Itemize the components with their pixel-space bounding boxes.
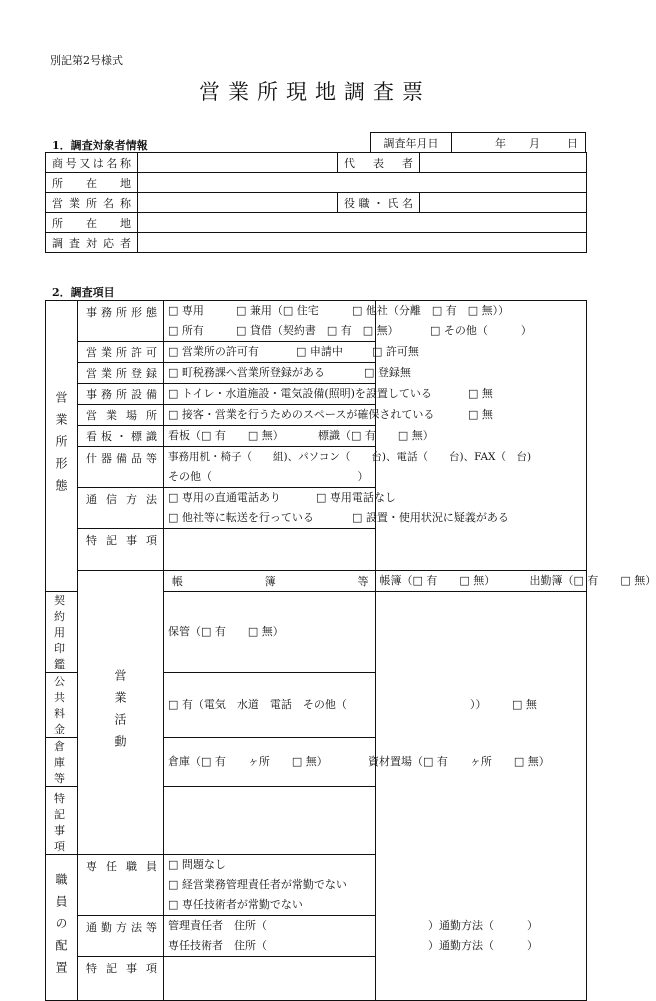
target-info-table: [45, 152, 587, 253]
engineer-commute[interactable]: ）通勤方法（ ）: [428, 936, 538, 956]
opt-manager-not-fulltime[interactable]: □ 経営業務管理責任者が常勤でない: [168, 875, 347, 895]
label-utility: 公共料金: [46, 673, 78, 738]
label-seal: 契約用印鑑: [46, 592, 78, 673]
field-address-2[interactable]: [138, 213, 587, 233]
date-year-label: 年: [495, 135, 506, 151]
survey-date-field[interactable]: [452, 133, 585, 152]
date-day-label: 日: [567, 135, 578, 151]
opt-no-phone[interactable]: □ 専用電話なし: [316, 488, 396, 508]
label-respondent: 調査対応者: [46, 233, 138, 253]
label-representative: 代 表 者: [338, 153, 420, 173]
label-address-2: 所 在 地: [46, 213, 138, 233]
opt-facility-no[interactable]: □ 無: [468, 384, 493, 404]
label-space: 営業場所: [78, 405, 164, 426]
opt-shared[interactable]: □ 兼用（□ 住宅: [236, 301, 319, 321]
survey-date-box: [370, 132, 586, 152]
opt-forwarding[interactable]: □ 他社等に転送を行っている: [168, 508, 314, 528]
label-note-1: 特記事項: [78, 529, 164, 571]
section1-heading: 1．調査対象者情報: [52, 137, 148, 153]
form-number: 別記第2号様式: [50, 52, 123, 68]
field-company-name[interactable]: [138, 153, 338, 173]
opt-material-yard[interactable]: 資材置場（□ 有 ヶ所 □ 無）: [368, 752, 550, 772]
field-note-3[interactable]: [164, 957, 376, 1001]
fixtures-other-close: ）: [358, 467, 369, 487]
opt-direct-phone[interactable]: □ 専用の直通電話あり: [168, 488, 281, 508]
label-office-name: 営業所名称: [46, 193, 138, 213]
label-title-name: 役職・氏名: [338, 193, 420, 213]
opt-sign-mark[interactable]: 標識（□ 有 □ 無）: [318, 426, 434, 446]
opt-signboard[interactable]: 看板（□ 有 □ 無）: [168, 426, 284, 446]
date-month-label: 月: [529, 135, 540, 151]
opt-books[interactable]: 帳簿（□ 有 □ 無）: [380, 571, 496, 591]
opt-utility-no[interactable]: □ 無: [512, 695, 537, 715]
fixtures-counts[interactable]: 事務用机・椅子（ 組)、パソコン（ 台)、電話（ 台)、FAX（ 台): [168, 447, 531, 467]
opt-permit-yes[interactable]: □ 営業所の許可有: [168, 342, 259, 362]
survey-date-label: 調査年月日: [371, 133, 452, 152]
opt-owned[interactable]: □ 所有: [168, 321, 204, 341]
opt-permit-no[interactable]: □ 許可無: [372, 342, 419, 362]
field-note-1[interactable]: [164, 529, 376, 571]
label-commute: 通勤方法等: [78, 916, 164, 957]
opt-register-no[interactable]: □ 登録無: [364, 363, 411, 383]
utility-close: ））: [470, 695, 487, 715]
label-address-1: 所 在 地: [46, 173, 138, 193]
category-business-activity: 営業活動: [78, 571, 164, 855]
manager-address[interactable]: 管理責任者 住所（: [168, 916, 267, 936]
label-books: 帳簿等: [164, 571, 376, 592]
engineer-address[interactable]: 専任技術者 住所（: [168, 936, 267, 956]
field-respondent[interactable]: [138, 233, 587, 253]
survey-items-table: [45, 300, 587, 1001]
opt-attendance[interactable]: 出勤簿（□ 有 □ 無）: [530, 571, 656, 591]
office-type-options[interactable]: [164, 301, 376, 342]
label-sign: 看板・標識: [78, 426, 164, 447]
label-staff: 専任職員: [78, 855, 164, 916]
page-title: 営業所現地調査票: [0, 76, 630, 106]
field-note-2[interactable]: [164, 787, 376, 855]
label-office-type: 事務所形態: [78, 301, 164, 342]
opt-other[interactable]: □ その他（ ）: [430, 321, 532, 341]
opt-doubtful[interactable]: □ 設置・使用状況に疑義がある: [352, 508, 509, 528]
label-company-name: 商号又は名称: [46, 153, 138, 173]
label-comm: 通信方法: [78, 488, 164, 529]
label-facility: 事務所設備: [78, 384, 164, 405]
opt-engineer-not-fulltime[interactable]: □ 専任技術者が常勤でない: [168, 895, 303, 915]
field-address-1[interactable]: [138, 173, 587, 193]
section2-heading: 2．調査項目: [52, 284, 115, 300]
opt-dedicated[interactable]: □ 専用: [168, 301, 204, 321]
label-note-3: 特記事項: [78, 957, 164, 1001]
opt-no-issue[interactable]: □ 問題なし: [168, 855, 226, 875]
opt-utility-yes[interactable]: □ 有（電気 水道 電話 その他（: [168, 695, 347, 715]
opt-register-yes[interactable]: □ 町税務課へ営業所登録がある: [168, 363, 325, 383]
category-staff: 職員の配置: [46, 855, 78, 1001]
opt-warehouse[interactable]: 倉庫（□ 有 ヶ所 □ 無）: [168, 752, 328, 772]
opt-other-company[interactable]: □ 他社（分離 □ 有 □ 無））: [352, 301, 509, 321]
label-storage: 倉庫等: [46, 738, 78, 787]
opt-seal[interactable]: 保管（□ 有 □ 無）: [168, 622, 284, 642]
opt-leased[interactable]: □ 貸借（契約書 □ 有 □ 無）: [236, 321, 399, 341]
label-permit: 営業所許可: [78, 342, 164, 363]
opt-space-yes[interactable]: □ 接客・営業を行うためのスペースが確保されている: [168, 405, 434, 425]
label-fixtures: 什器備品等: [78, 447, 164, 488]
manager-commute[interactable]: ）通勤方法（ ）: [428, 916, 538, 936]
category-office-form: 営業所形態: [46, 301, 78, 592]
field-representative[interactable]: [420, 153, 587, 173]
label-register: 営業所登録: [78, 363, 164, 384]
label-note-2: 特記事項: [46, 787, 78, 855]
opt-facility-yes[interactable]: □ トイレ・水道施設・電気設備(照明)を設置している: [168, 384, 432, 404]
fixtures-other[interactable]: その他（: [168, 467, 212, 487]
opt-permit-applying[interactable]: □ 申請中: [296, 342, 343, 362]
field-title-name[interactable]: [420, 193, 587, 213]
opt-space-no[interactable]: □ 無: [468, 405, 493, 425]
field-office-name[interactable]: [138, 193, 338, 213]
